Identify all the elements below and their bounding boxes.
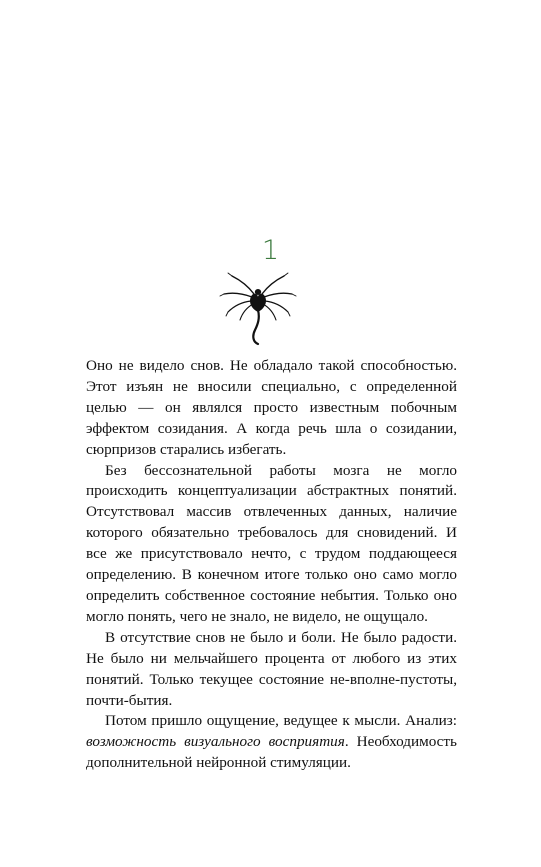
paragraph-4 bbox=[86, 711, 457, 774]
paragraph-1: Оно не видело снов. Не обладало такой способностью. Этот изъян не вносили специально, с определенной целью — он являлся просто известным побочным эффектом созидания. А когда речь шла о созидании, сюрпризов старались избегать. bbox=[86, 357, 457, 458]
paragraph-3: В отсутствие снов не было и боли. Не было радости. Не было ни мельчайшего процента от любого из этих понятий. Только текущее состояние не-вполне-пустоты, почти-бытия. bbox=[86, 628, 457, 709]
paragraph-4-italic-phrase: возможность визуального восприятия bbox=[86, 733, 345, 751]
chapter-number: 1 bbox=[261, 235, 280, 266]
paragraph-2: Без бессознательной работы мозга не могло происходить концептуализации абстрактных понятий. Отсутствовал массив отвлеченных данных, наличие которого обязательно требовалось для сновидений. И все же присутствовало нечто, с трудом поддающееся определению. В конечном итоге только оно само могло определить собственное состояние небытия. Только оно могло понять, чего не знало, не видело, не ощущало. bbox=[86, 461, 457, 625]
paragraph-4-text-end: . Необходимость дополнительной нейронной стимуляции. bbox=[86, 733, 457, 772]
paragraph-4-text-start: Потом пришло ощущение, ведущее к мысли. Анализ: bbox=[105, 712, 457, 730]
chapter-text bbox=[86, 356, 457, 774]
spider-creature-icon bbox=[218, 270, 298, 346]
